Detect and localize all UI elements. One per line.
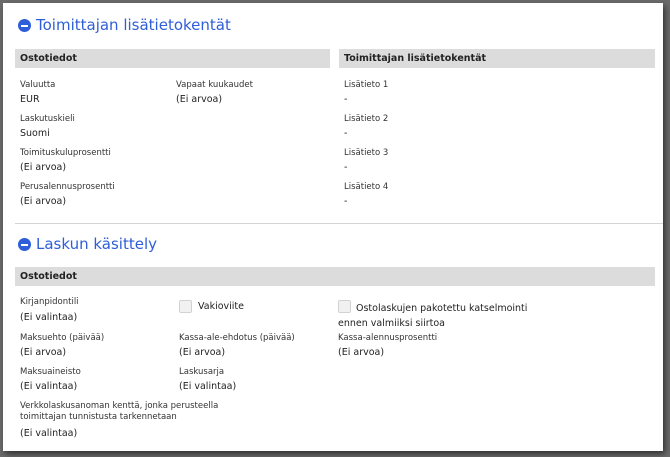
maksuaineisto-value[interactable]: (Ei valintaa) [20,381,78,392]
kirjanpidontili-value[interactable]: (Ei valintaa) [20,312,78,323]
maksuehto-label: Maksuehto (päivää) [20,333,105,343]
valuutta-label: Valuutta [20,80,56,90]
invoice-handling-section-title: Laskun käsittely [36,235,158,253]
ostotiedot-panel-header: Ostotiedot [15,49,330,68]
lisatieto-3-value: - [344,162,348,173]
lisatieto-2-label: Lisätieto 2 [344,114,389,124]
vapaat-kuukaudet-value: (Ei arvoa) [176,94,223,105]
lisatieto-4-label: Lisätieto 4 [344,182,389,192]
lisatieto-2-value: - [344,128,348,139]
lisatieto-1-value: - [344,94,348,105]
vakioviite-label: Vakioviite [198,301,245,312]
extra-fields-panel-header: Toimittajan lisätietokentät [339,49,655,68]
collapse-minus-icon[interactable] [18,19,31,32]
kassa-ale-ehdotus-value[interactable]: (Ei arvoa) [179,347,226,358]
invoice-handling-section-toggle[interactable] [18,235,157,253]
kassa-alennusprosentti-value[interactable]: (Ei arvoa) [338,347,385,358]
maksuaineisto-label: Maksuaineisto [20,367,81,377]
collapse-minus-icon[interactable] [18,238,31,251]
kassa-ale-ehdotus-label: Kassa-ale-ehdotus (päivää) [179,333,295,343]
kassa-alennusprosentti-label: Kassa-alennusprosentti [338,333,438,343]
kirjanpidontili-label: Kirjanpidontili [20,297,79,307]
laskusarja-label: Laskusarja [179,367,225,377]
lisatieto-3-label: Lisätieto 3 [344,148,389,158]
laskusarja-value[interactable]: (Ei valintaa) [179,381,237,392]
laskutuskieli-value: Suomi [20,128,50,139]
maksuehto-value[interactable]: (Ei arvoa) [20,347,67,358]
supplier-fields-section-title: Toimittajan lisätietokentät [36,16,231,34]
toimituskuluprosentti-label: Toimituskuluprosentti [20,148,111,158]
vakioviite-checkbox[interactable] [179,300,192,313]
lisatieto-4-value: - [344,196,348,207]
section-divider [15,223,663,224]
vapaat-kuukaudet-label: Vapaat kuukaudet [176,80,253,90]
pakotettu-katselmointi-label: Ostolaskujen pakotettu katselmointi ennen valmiiksi siirtoa [338,303,528,329]
page-frame [3,3,663,451]
perusalennusprosentti-label: Perusalennusprosentti [20,182,115,192]
supplier-fields-section-toggle[interactable] [18,16,231,34]
lisatieto-1-label: Lisätieto 1 [344,80,389,90]
laskutuskieli-label: Laskutuskieli [20,114,75,124]
perusalennusprosentti-value: (Ei arvoa) [20,196,67,207]
invoice-ostotiedot-panel-header: Ostotiedot [15,267,655,286]
verkkolasku-kentta-label: Verkkolaskusanoman kenttä, jonka perusteella toimittajan tunnistusta tarkennetaan [20,401,219,422]
valuutta-value: EUR [20,94,40,105]
verkkolasku-kentta-value[interactable]: (Ei valintaa) [20,428,78,439]
toimituskuluprosentti-value: (Ei arvoa) [20,162,67,173]
